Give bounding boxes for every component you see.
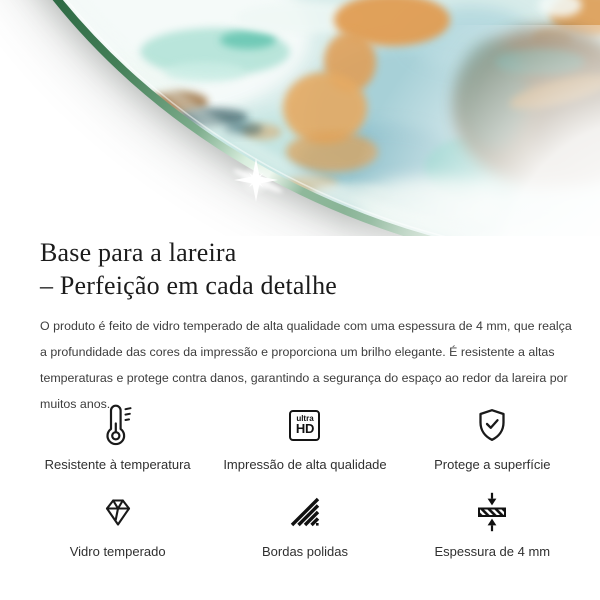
title-line-1: Base para a lareira — [40, 238, 237, 267]
feature-surface-protection — [399, 402, 586, 473]
polished-edges-icon — [289, 489, 321, 535]
feature-grid — [24, 402, 586, 560]
diamond-icon — [102, 489, 134, 535]
feature-label: Vidro temperado — [69, 544, 166, 559]
ultra-hd-icon — [289, 402, 320, 448]
feature-print-quality — [211, 402, 398, 473]
thermometer-icon — [103, 402, 133, 448]
feature-tempered-glass — [24, 489, 211, 560]
ultra-hd-icon-text-top: ultra — [296, 414, 314, 423]
description-line: temperaturas e protege contra danos, garantindo a segurança do espaço ao redor da lareira por — [40, 371, 568, 385]
product-description-section — [0, 236, 600, 417]
description-line: muitos anos. — [40, 397, 111, 411]
feature-label: Bordas polidas — [261, 544, 348, 559]
feature-label: Espessura de 4 mm — [434, 544, 551, 559]
thickness-compression-icon — [477, 489, 507, 535]
product-hero-image — [0, 0, 600, 236]
glass-panel-photo — [0, 0, 600, 236]
description-line: O produto é feito de vidro temperado de alta qualidade com uma espessura de 4 mm, que realça — [40, 319, 572, 333]
feature-polished-edges — [211, 489, 398, 560]
shield-check-icon — [477, 402, 507, 448]
feature-label: Resistente à temperatura — [44, 457, 191, 472]
description-line: a profundidade das cores da impressão e proporciona um brilho elegante. É resistente a altas — [40, 345, 555, 359]
image-fade — [290, 25, 600, 236]
page-title — [40, 236, 564, 302]
feature-label: Protege a superfície — [434, 457, 551, 472]
feature-temperature-resistance — [24, 402, 211, 473]
feature-label: Impressão de alta qualidade — [223, 457, 387, 472]
ultra-hd-icon-text-bottom: HD — [295, 421, 315, 436]
title-line-2: – Perfeição em cada detalhe — [40, 271, 338, 300]
feature-thickness — [399, 489, 586, 560]
